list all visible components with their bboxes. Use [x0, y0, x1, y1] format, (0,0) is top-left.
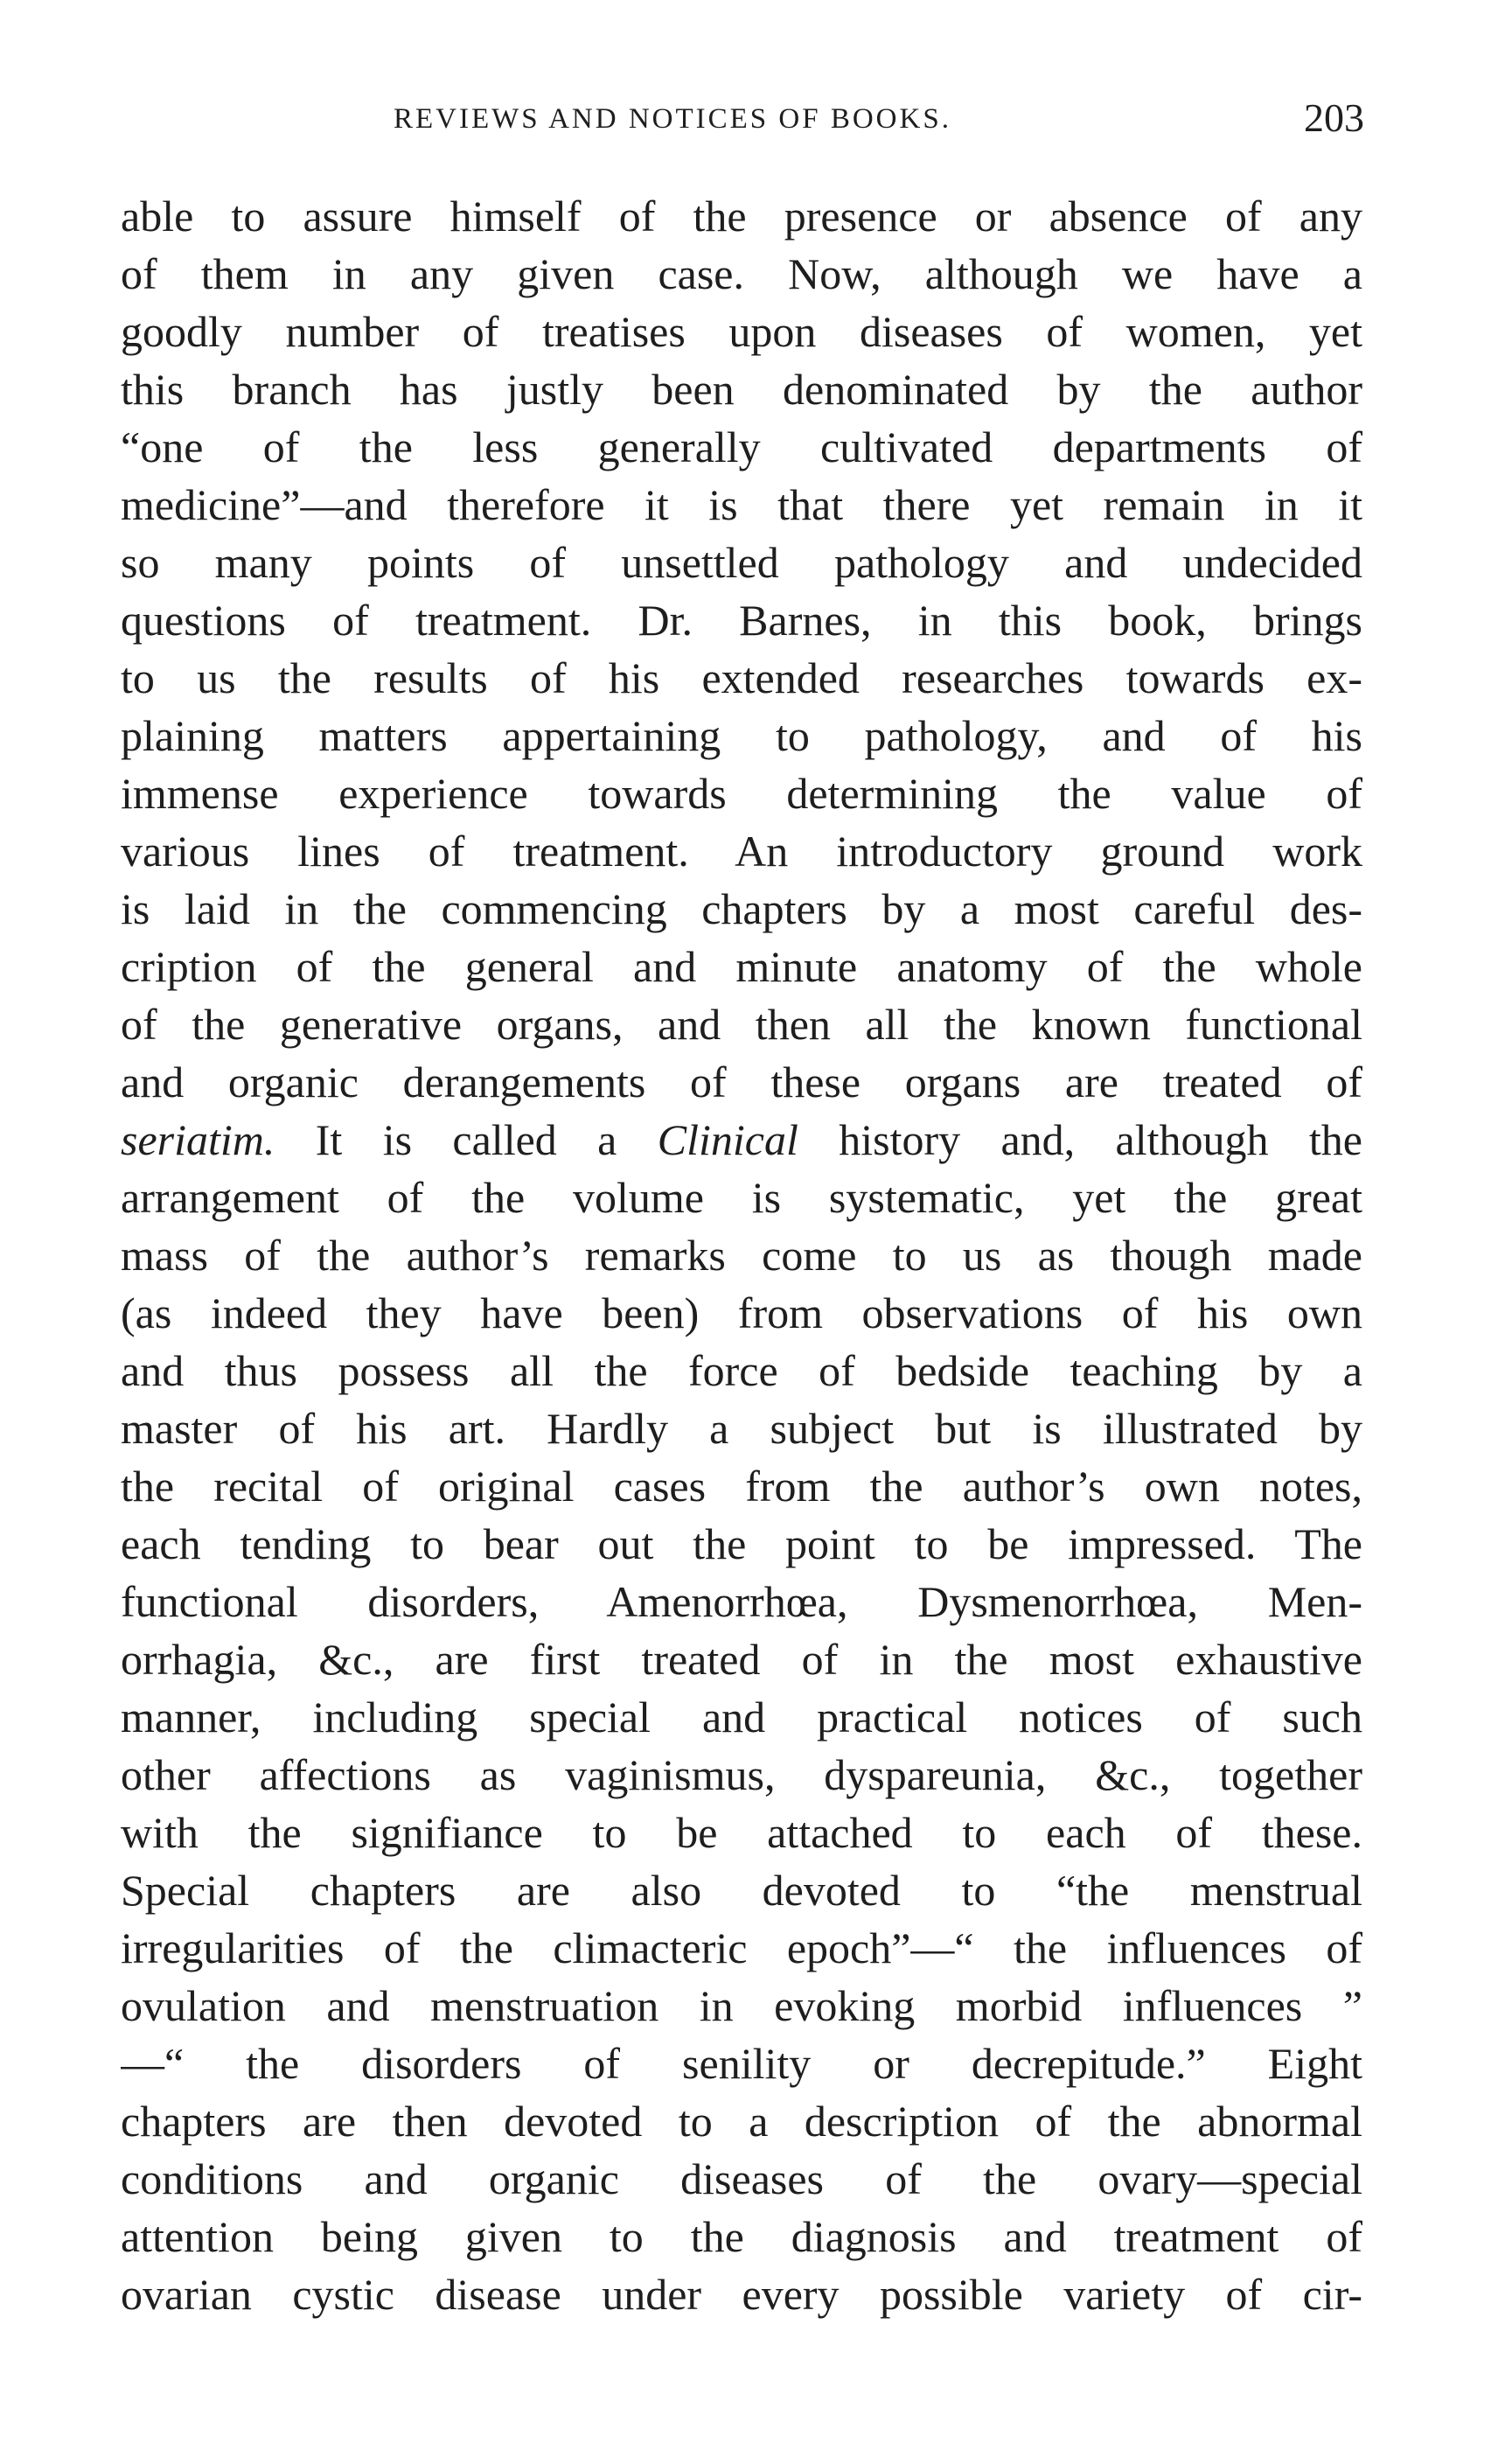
italic-clinical: Clinical — [657, 1115, 798, 1164]
text-line: other affections as vaginismus, dyspareunia, &c., together — [121, 1750, 1362, 1799]
text-line: with the signifiance to be attached to each of these. — [121, 1808, 1362, 1857]
text-line: immense experience towards determining the value of — [121, 769, 1362, 818]
text-line: questions of treatment. Dr. Barnes, in this book, brings — [121, 596, 1362, 645]
text-line: each tending to bear out the point to be impressed. The — [121, 1519, 1362, 1568]
text-line: goodly number of treatises upon diseases of women, yet — [121, 307, 1362, 356]
text-line: cription of the general and minute anatomy of the whole — [121, 942, 1362, 991]
text-line: and organic derangements of these organs are treated of — [121, 1057, 1362, 1106]
text-line: chapters are then devoted to a description of the abnormal — [121, 2097, 1362, 2146]
running-head — [122, 94, 1364, 147]
text-line: to us the results of his extended researches towards ex- — [121, 653, 1362, 702]
text-line: of the generative organs, and then all the known functional — [121, 1000, 1362, 1049]
text-line: seriatim. It is called a Clinical history and, although the — [121, 1115, 1362, 1164]
text-line: so many points of unsettled pathology and undecided — [121, 538, 1362, 587]
text-line: orrhagia, &c., are first treated of in the most exhaustive — [121, 1635, 1362, 1684]
text-line: functional disorders, Amenorrhœa, Dysmenorrhœa, Men- — [121, 1577, 1362, 1626]
text-line: of them in any given case. Now, although we have a — [121, 249, 1362, 298]
text-line: the recital of original cases from the author’s own notes, — [121, 1462, 1362, 1511]
text-line: conditions and organic diseases of the ovary—special — [121, 2154, 1362, 2203]
text-line: this branch has justly been denominated by the author — [121, 365, 1362, 414]
italic-seriatim: seriatim. — [121, 1115, 275, 1164]
text-line: arrangement of the volume is systematic, yet the great — [121, 1173, 1362, 1222]
page-number: 203 — [1304, 95, 1364, 140]
text-line: mass of the author’s remarks come to us as though made — [121, 1231, 1362, 1280]
text-line: manner, including special and practical notices of such — [121, 1693, 1362, 1742]
text-line: —“ the disorders of senility or decrepitude.” Eight — [121, 2039, 1362, 2088]
text-line: ovarian cystic disease under every possible variety of cir- — [121, 2270, 1362, 2319]
text-line: medicine”—and therefore it is that there yet remain in it — [121, 480, 1362, 529]
text-line: plaining matters appertaining to pathology, and of his — [121, 711, 1362, 760]
text-line: Special chapters are also devoted to “the menstrual — [121, 1866, 1362, 1915]
running-title: REVIEWS AND NOTICES OF BOOKS. — [394, 103, 951, 135]
text-line: master of his art. Hardly a subject but is illustrated by — [121, 1404, 1362, 1453]
text-line: “one of the less generally cultivated departments of — [121, 422, 1362, 471]
text-line: able to assure himself of the presence or absence of any — [121, 192, 1362, 241]
body-text — [121, 187, 1362, 2323]
text-line: ovulation and menstruation in evoking morbid influences ” — [121, 1981, 1362, 2030]
text-line: is laid in the commencing chapters by a most careful des- — [121, 884, 1362, 933]
text-line: and thus possess all the force of bedside teaching by a — [121, 1346, 1362, 1395]
text-line: irregularities of the climacteric epoch”—“ the influences of — [121, 1923, 1362, 1972]
text-line: various lines of treatment. An introductory ground work — [121, 827, 1362, 876]
text-line: (as indeed they have been) from observations of his own — [121, 1288, 1362, 1337]
text-line: attention being given to the diagnosis and treatment of — [121, 2212, 1362, 2261]
